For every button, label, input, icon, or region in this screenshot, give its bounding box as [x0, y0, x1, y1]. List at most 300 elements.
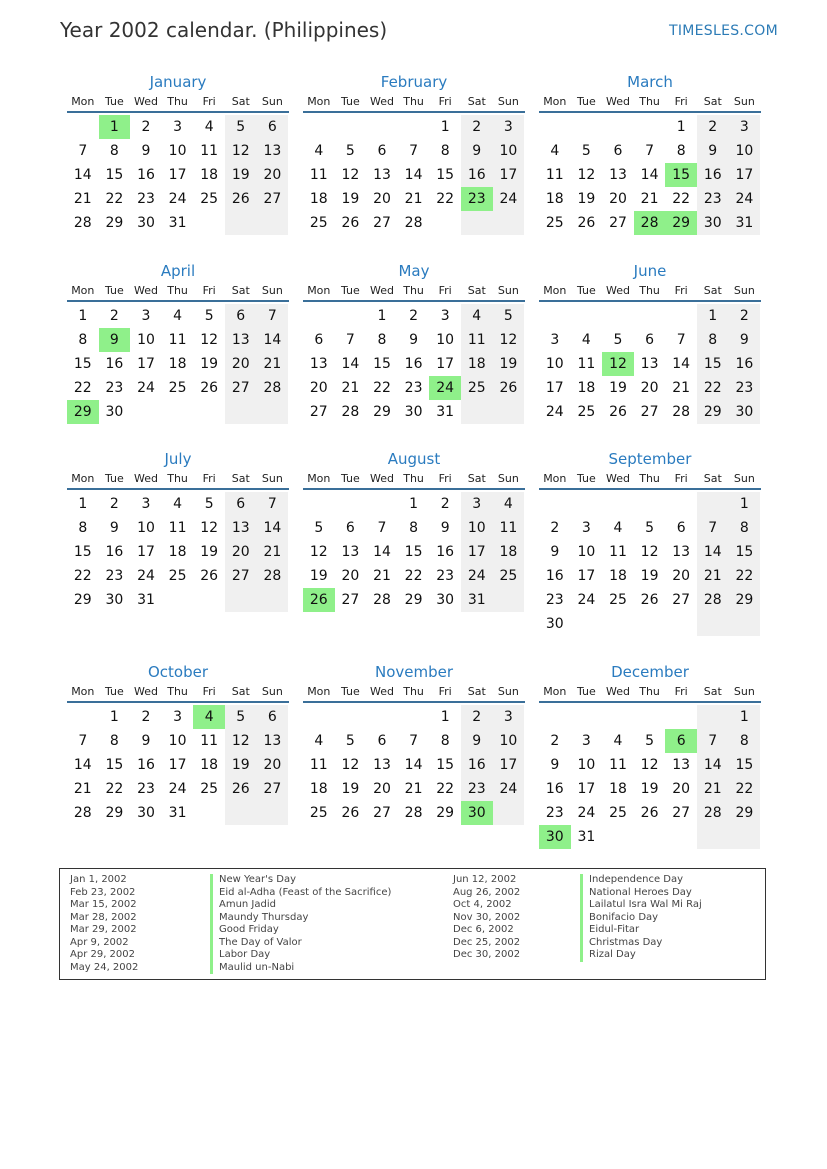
day-cell[interactable]: 29 [105, 215, 124, 231]
day-cell[interactable]: 2 [461, 705, 493, 729]
day-cell[interactable]: 16 [436, 544, 455, 560]
day-cell[interactable]: 15 [436, 757, 455, 773]
day-cell[interactable]: 14 [73, 757, 92, 773]
day-cell[interactable]: 3 [141, 496, 151, 512]
day-cell[interactable]: 12 [640, 757, 659, 773]
day-cell[interactable]: 13 [672, 757, 691, 773]
day-cell[interactable]: 26 [341, 805, 360, 821]
day-cell[interactable]: 9 [409, 332, 419, 348]
day-cell[interactable]: 3 [581, 520, 591, 536]
day-cell[interactable]: 15 [436, 167, 455, 183]
day-cell[interactable]: 11 [168, 520, 187, 536]
day-cell[interactable]: 12 [200, 520, 219, 536]
day-cell[interactable]: 13 [225, 328, 257, 352]
day-cell[interactable]: 6 [676, 520, 686, 536]
day-cell[interactable]: 26 [225, 777, 257, 801]
day-cell[interactable]: 13 [257, 729, 289, 753]
day-cell[interactable]: 5 [645, 520, 655, 536]
day-cell[interactable]: 27 [225, 376, 257, 400]
day-cell[interactable]: 5 [225, 115, 257, 139]
day-cell[interactable]: 9 [461, 139, 493, 163]
day-cell[interactable]: 21 [73, 191, 92, 207]
day-cell[interactable]: 16 [461, 753, 493, 777]
day-cell[interactable]: 2 [141, 709, 151, 725]
day-cell[interactable]: 2 [729, 304, 761, 328]
day-cell[interactable]: 29 [729, 801, 761, 825]
day-cell[interactable]: 28 [697, 588, 729, 612]
day-cell[interactable]: 27 [609, 215, 627, 231]
day-cell[interactable]: 7 [377, 520, 387, 536]
day-cell[interactable]: 2 [550, 520, 560, 536]
day-cell[interactable]: 17 [168, 757, 187, 773]
day-cell[interactable]: 22 [73, 568, 92, 584]
day-cell[interactable]: 1 [99, 115, 131, 139]
day-cell[interactable]: 19 [309, 568, 328, 584]
day-cell[interactable]: 6 [645, 332, 655, 348]
day-cell[interactable]: 17 [137, 544, 155, 560]
day-cell[interactable]: 11 [461, 328, 493, 352]
day-cell[interactable]: 25 [577, 404, 596, 420]
day-cell[interactable]: 13 [257, 139, 289, 163]
day-cell[interactable]: 22 [697, 376, 729, 400]
day-cell[interactable]: 20 [609, 191, 627, 207]
day-cell[interactable]: 15 [729, 540, 761, 564]
day-cell[interactable]: 26 [640, 805, 659, 821]
day-cell[interactable]: 24 [493, 187, 525, 211]
day-cell[interactable]: 13 [373, 757, 391, 773]
day-cell[interactable]: 16 [137, 167, 155, 183]
day-cell[interactable]: 14 [697, 753, 729, 777]
day-cell[interactable]: 25 [200, 781, 219, 797]
day-cell[interactable]: 30 [697, 211, 729, 235]
day-cell[interactable]: 20 [640, 380, 659, 396]
day-cell[interactable]: 3 [173, 119, 183, 135]
day-cell[interactable]: 31 [729, 211, 761, 235]
day-cell[interactable]: 4 [314, 733, 324, 749]
day-cell[interactable]: 7 [78, 143, 88, 159]
day-cell[interactable]: 19 [577, 191, 596, 207]
day-cell[interactable]: 7 [697, 516, 729, 540]
day-cell[interactable]: 24 [577, 805, 596, 821]
day-cell[interactable]: 6 [225, 304, 257, 328]
day-cell[interactable]: 23 [105, 568, 124, 584]
day-cell[interactable]: 29 [73, 592, 92, 608]
day-cell[interactable]: 6 [257, 115, 289, 139]
day-cell[interactable]: 23 [137, 781, 155, 797]
day-cell[interactable]: 16 [137, 757, 155, 773]
day-cell[interactable]: 3 [493, 115, 525, 139]
day-cell[interactable]: 16 [404, 356, 423, 372]
day-cell[interactable]: 2 [109, 308, 119, 324]
day-cell[interactable]: 20 [672, 781, 691, 797]
day-cell[interactable]: 20 [672, 568, 691, 584]
day-cell[interactable]: 11 [309, 757, 328, 773]
day-cell[interactable]: 2 [409, 308, 419, 324]
day-cell[interactable]: 25 [309, 215, 328, 231]
day-cell[interactable]: 30 [137, 215, 155, 231]
day-cell[interactable]: 26 [341, 215, 360, 231]
day-cell[interactable]: 25 [309, 805, 328, 821]
day-cell[interactable]: 22 [373, 380, 391, 396]
day-cell[interactable]: 21 [697, 564, 729, 588]
day-cell[interactable]: 18 [168, 544, 187, 560]
day-cell[interactable]: 2 [461, 115, 493, 139]
day-cell[interactable]: 28 [257, 376, 289, 400]
day-cell[interactable]: 14 [373, 544, 391, 560]
day-cell[interactable]: 25 [200, 191, 219, 207]
day-cell[interactable]: 10 [137, 520, 155, 536]
day-cell[interactable]: 14 [404, 167, 423, 183]
day-cell[interactable]: 6 [665, 729, 697, 753]
day-cell[interactable]: 16 [105, 356, 124, 372]
day-cell[interactable]: 23 [461, 777, 493, 801]
day-cell[interactable]: 19 [341, 781, 360, 797]
day-cell[interactable]: 22 [436, 781, 455, 797]
day-cell[interactable]: 18 [609, 568, 627, 584]
day-cell[interactable]: 15 [373, 356, 391, 372]
day-cell[interactable]: 10 [545, 356, 564, 372]
day-cell[interactable]: 13 [373, 167, 391, 183]
day-cell[interactable]: 9 [109, 520, 119, 536]
day-cell[interactable]: 27 [257, 777, 289, 801]
day-cell[interactable]: 24 [577, 592, 596, 608]
day-cell[interactable]: 2 [697, 115, 729, 139]
day-cell[interactable]: 30 [137, 805, 155, 821]
day-cell[interactable]: 27 [309, 404, 328, 420]
day-cell[interactable]: 4 [461, 304, 493, 328]
day-cell[interactable]: 25 [493, 564, 525, 588]
day-cell[interactable]: 31 [577, 829, 596, 845]
day-cell[interactable]: 17 [577, 568, 596, 584]
day-cell[interactable]: 18 [461, 352, 493, 376]
day-cell[interactable]: 23 [461, 187, 493, 211]
day-cell[interactable]: 7 [409, 733, 419, 749]
day-cell[interactable]: 8 [676, 143, 686, 159]
day-cell[interactable]: 18 [200, 167, 219, 183]
day-cell[interactable]: 1 [78, 308, 88, 324]
day-cell[interactable]: 17 [729, 163, 761, 187]
day-cell[interactable]: 3 [729, 115, 761, 139]
day-cell[interactable]: 31 [168, 215, 187, 231]
day-cell[interactable]: 11 [309, 167, 328, 183]
day-cell[interactable]: 19 [609, 380, 627, 396]
day-cell[interactable]: 13 [341, 544, 360, 560]
day-cell[interactable]: 18 [577, 380, 596, 396]
day-cell[interactable]: 21 [373, 568, 391, 584]
day-cell[interactable]: 20 [257, 163, 289, 187]
day-cell[interactable]: 16 [697, 163, 729, 187]
day-cell[interactable]: 25 [609, 592, 627, 608]
day-cell[interactable]: 2 [550, 733, 560, 749]
day-cell[interactable]: 6 [314, 332, 324, 348]
day-cell[interactable]: 12 [341, 757, 360, 773]
day-cell[interactable]: 27 [373, 805, 391, 821]
day-cell[interactable]: 22 [105, 781, 124, 797]
day-cell[interactable]: 16 [105, 544, 124, 560]
day-cell[interactable]: 9 [550, 757, 560, 773]
day-cell[interactable]: 10 [577, 544, 596, 560]
day-cell[interactable]: 12 [602, 352, 634, 376]
day-cell[interactable]: 23 [404, 380, 423, 396]
day-cell[interactable]: 4 [204, 119, 214, 135]
day-cell[interactable]: 14 [341, 356, 360, 372]
day-cell[interactable]: 30 [436, 592, 455, 608]
day-cell[interactable]: 4 [173, 496, 183, 512]
day-cell[interactable]: 21 [341, 380, 360, 396]
day-cell[interactable]: 5 [314, 520, 324, 536]
day-cell[interactable]: 2 [141, 119, 151, 135]
day-cell[interactable]: 5 [613, 332, 623, 348]
day-cell[interactable]: 13 [225, 516, 257, 540]
day-cell[interactable]: 8 [440, 143, 450, 159]
day-cell[interactable]: 25 [609, 805, 627, 821]
day-cell[interactable]: 24 [137, 380, 155, 396]
day-cell[interactable]: 6 [377, 143, 387, 159]
day-cell[interactable]: 6 [257, 705, 289, 729]
day-cell[interactable]: 22 [404, 568, 423, 584]
day-cell[interactable]: 21 [73, 781, 92, 797]
day-cell[interactable]: 21 [672, 380, 691, 396]
day-cell[interactable]: 17 [168, 167, 187, 183]
day-cell[interactable]: 25 [168, 380, 187, 396]
day-cell[interactable]: 7 [645, 143, 655, 159]
day-cell[interactable]: 17 [137, 356, 155, 372]
day-cell[interactable]: 22 [436, 191, 455, 207]
brand-link[interactable]: TIMESLES.COM [669, 23, 778, 39]
day-cell[interactable]: 6 [345, 520, 355, 536]
day-cell[interactable]: 17 [436, 356, 455, 372]
day-cell[interactable]: 3 [550, 332, 560, 348]
day-cell[interactable]: 1 [440, 709, 450, 725]
day-cell[interactable]: 9 [141, 143, 151, 159]
day-cell[interactable]: 6 [225, 492, 257, 516]
day-cell[interactable]: 7 [697, 729, 729, 753]
day-cell[interactable]: 17 [545, 380, 564, 396]
day-cell[interactable]: 12 [493, 328, 525, 352]
day-cell[interactable]: 10 [168, 143, 187, 159]
day-cell[interactable]: 28 [672, 404, 691, 420]
day-cell[interactable]: 25 [461, 376, 493, 400]
day-cell[interactable]: 25 [168, 568, 187, 584]
day-cell[interactable]: 19 [200, 356, 219, 372]
day-cell[interactable]: 23 [545, 805, 564, 821]
day-cell[interactable]: 30 [105, 404, 124, 420]
day-cell[interactable]: 12 [577, 167, 596, 183]
day-cell[interactable]: 4 [613, 733, 623, 749]
day-cell[interactable]: 4 [613, 520, 623, 536]
day-cell[interactable]: 9 [141, 733, 151, 749]
day-cell[interactable]: 5 [581, 143, 591, 159]
day-cell[interactable]: 28 [404, 215, 423, 231]
day-cell[interactable]: 7 [78, 733, 88, 749]
day-cell[interactable]: 6 [377, 733, 387, 749]
day-cell[interactable]: 23 [105, 380, 124, 396]
day-cell[interactable]: 14 [672, 356, 691, 372]
day-cell[interactable]: 10 [137, 332, 155, 348]
day-cell[interactable]: 15 [697, 352, 729, 376]
day-cell[interactable]: 24 [168, 781, 187, 797]
day-cell[interactable]: 11 [168, 332, 187, 348]
day-cell[interactable]: 10 [577, 757, 596, 773]
day-cell[interactable]: 23 [545, 592, 564, 608]
day-cell[interactable]: 11 [609, 544, 627, 560]
day-cell[interactable]: 21 [404, 781, 423, 797]
day-cell[interactable]: 10 [493, 139, 525, 163]
day-cell[interactable]: 28 [697, 801, 729, 825]
day-cell[interactable]: 9 [440, 520, 450, 536]
day-cell[interactable]: 30 [105, 592, 124, 608]
day-cell[interactable]: 9 [697, 139, 729, 163]
day-cell[interactable]: 28 [73, 215, 92, 231]
day-cell[interactable]: 9 [99, 328, 131, 352]
day-cell[interactable]: 27 [373, 215, 391, 231]
day-cell[interactable]: 19 [640, 568, 659, 584]
day-cell[interactable]: 14 [257, 328, 289, 352]
day-cell[interactable]: 20 [341, 568, 360, 584]
day-cell[interactable]: 29 [373, 404, 391, 420]
day-cell[interactable]: 26 [640, 592, 659, 608]
day-cell[interactable]: 22 [729, 777, 761, 801]
day-cell[interactable]: 14 [404, 757, 423, 773]
day-cell[interactable]: 21 [697, 777, 729, 801]
day-cell[interactable]: 12 [225, 139, 257, 163]
day-cell[interactable]: 26 [493, 376, 525, 400]
day-cell[interactable]: 24 [461, 564, 493, 588]
day-cell[interactable]: 26 [225, 187, 257, 211]
day-cell[interactable]: 12 [341, 167, 360, 183]
day-cell[interactable]: 10 [461, 516, 493, 540]
day-cell[interactable]: 31 [168, 805, 187, 821]
day-cell[interactable]: 18 [545, 191, 564, 207]
day-cell[interactable]: 9 [461, 729, 493, 753]
day-cell[interactable]: 29 [697, 400, 729, 424]
day-cell[interactable]: 1 [440, 119, 450, 135]
day-cell[interactable]: 8 [409, 520, 419, 536]
day-cell[interactable]: 31 [461, 588, 493, 612]
day-cell[interactable]: 3 [493, 705, 525, 729]
day-cell[interactable]: 11 [200, 143, 219, 159]
day-cell[interactable]: 1 [729, 705, 761, 729]
day-cell[interactable]: 8 [109, 733, 119, 749]
day-cell[interactable]: 27 [225, 564, 257, 588]
day-cell[interactable]: 4 [314, 143, 324, 159]
day-cell[interactable]: 26 [200, 380, 219, 396]
day-cell[interactable]: 26 [200, 568, 219, 584]
day-cell[interactable]: 5 [493, 304, 525, 328]
day-cell[interactable]: 9 [729, 328, 761, 352]
day-cell[interactable]: 31 [436, 404, 455, 420]
day-cell[interactable]: 15 [665, 163, 697, 187]
day-cell[interactable]: 20 [257, 753, 289, 777]
day-cell[interactable]: 16 [545, 781, 564, 797]
day-cell[interactable]: 14 [640, 167, 659, 183]
day-cell[interactable]: 2 [440, 496, 450, 512]
day-cell[interactable]: 27 [257, 187, 289, 211]
day-cell[interactable]: 15 [73, 356, 92, 372]
day-cell[interactable]: 11 [609, 757, 627, 773]
day-cell[interactable]: 19 [640, 781, 659, 797]
day-cell[interactable]: 28 [634, 211, 666, 235]
day-cell[interactable]: 17 [577, 781, 596, 797]
day-cell[interactable]: 21 [640, 191, 659, 207]
day-cell[interactable]: 18 [309, 781, 328, 797]
day-cell[interactable]: 7 [257, 304, 289, 328]
day-cell[interactable]: 12 [309, 544, 328, 560]
day-cell[interactable]: 24 [493, 777, 525, 801]
day-cell[interactable]: 21 [404, 191, 423, 207]
day-cell[interactable]: 13 [672, 544, 691, 560]
day-cell[interactable]: 11 [200, 733, 219, 749]
day-cell[interactable]: 13 [609, 167, 627, 183]
day-cell[interactable]: 13 [309, 356, 328, 372]
day-cell[interactable]: 7 [257, 492, 289, 516]
day-cell[interactable]: 24 [545, 404, 564, 420]
day-cell[interactable]: 10 [493, 729, 525, 753]
day-cell[interactable]: 18 [168, 356, 187, 372]
day-cell[interactable]: 23 [729, 376, 761, 400]
day-cell[interactable]: 19 [225, 753, 257, 777]
day-cell[interactable]: 7 [676, 332, 686, 348]
day-cell[interactable]: 5 [345, 143, 355, 159]
day-cell[interactable]: 8 [729, 729, 761, 753]
day-cell[interactable]: 13 [640, 356, 659, 372]
day-cell[interactable]: 11 [545, 167, 564, 183]
day-cell[interactable]: 22 [105, 191, 124, 207]
day-cell[interactable]: 29 [105, 805, 124, 821]
day-cell[interactable]: 26 [577, 215, 596, 231]
day-cell[interactable]: 19 [200, 544, 219, 560]
day-cell[interactable]: 21 [257, 352, 289, 376]
day-cell[interactable]: 27 [640, 404, 659, 420]
day-cell[interactable]: 11 [493, 516, 525, 540]
day-cell[interactable]: 23 [697, 187, 729, 211]
day-cell[interactable]: 15 [73, 544, 92, 560]
day-cell[interactable]: 30 [404, 404, 423, 420]
day-cell[interactable]: 12 [640, 544, 659, 560]
day-cell[interactable]: 4 [581, 332, 591, 348]
day-cell[interactable]: 27 [341, 592, 360, 608]
day-cell[interactable]: 17 [493, 753, 525, 777]
day-cell[interactable]: 19 [225, 163, 257, 187]
day-cell[interactable]: 20 [225, 540, 257, 564]
day-cell[interactable]: 14 [257, 516, 289, 540]
day-cell[interactable]: 31 [137, 592, 155, 608]
day-cell[interactable]: 20 [373, 781, 391, 797]
day-cell[interactable]: 5 [345, 733, 355, 749]
day-cell[interactable]: 3 [581, 733, 591, 749]
day-cell[interactable]: 5 [204, 308, 214, 324]
day-cell[interactable]: 28 [373, 592, 391, 608]
day-cell[interactable]: 11 [577, 356, 596, 372]
day-cell[interactable]: 28 [341, 404, 360, 420]
day-cell[interactable]: 30 [729, 400, 761, 424]
day-cell[interactable]: 3 [173, 709, 183, 725]
day-cell[interactable]: 30 [461, 801, 493, 825]
day-cell[interactable]: 4 [493, 492, 525, 516]
day-cell[interactable]: 17 [461, 540, 493, 564]
day-cell[interactable]: 14 [73, 167, 92, 183]
day-cell[interactable]: 28 [404, 805, 423, 821]
day-cell[interactable]: 8 [78, 332, 88, 348]
day-cell[interactable]: 20 [373, 191, 391, 207]
day-cell[interactable]: 1 [78, 496, 88, 512]
day-cell[interactable]: 3 [141, 308, 151, 324]
day-cell[interactable]: 29 [729, 588, 761, 612]
day-cell[interactable]: 10 [729, 139, 761, 163]
day-cell[interactable]: 23 [436, 568, 455, 584]
day-cell[interactable]: 19 [493, 352, 525, 376]
day-cell[interactable]: 1 [697, 304, 729, 328]
